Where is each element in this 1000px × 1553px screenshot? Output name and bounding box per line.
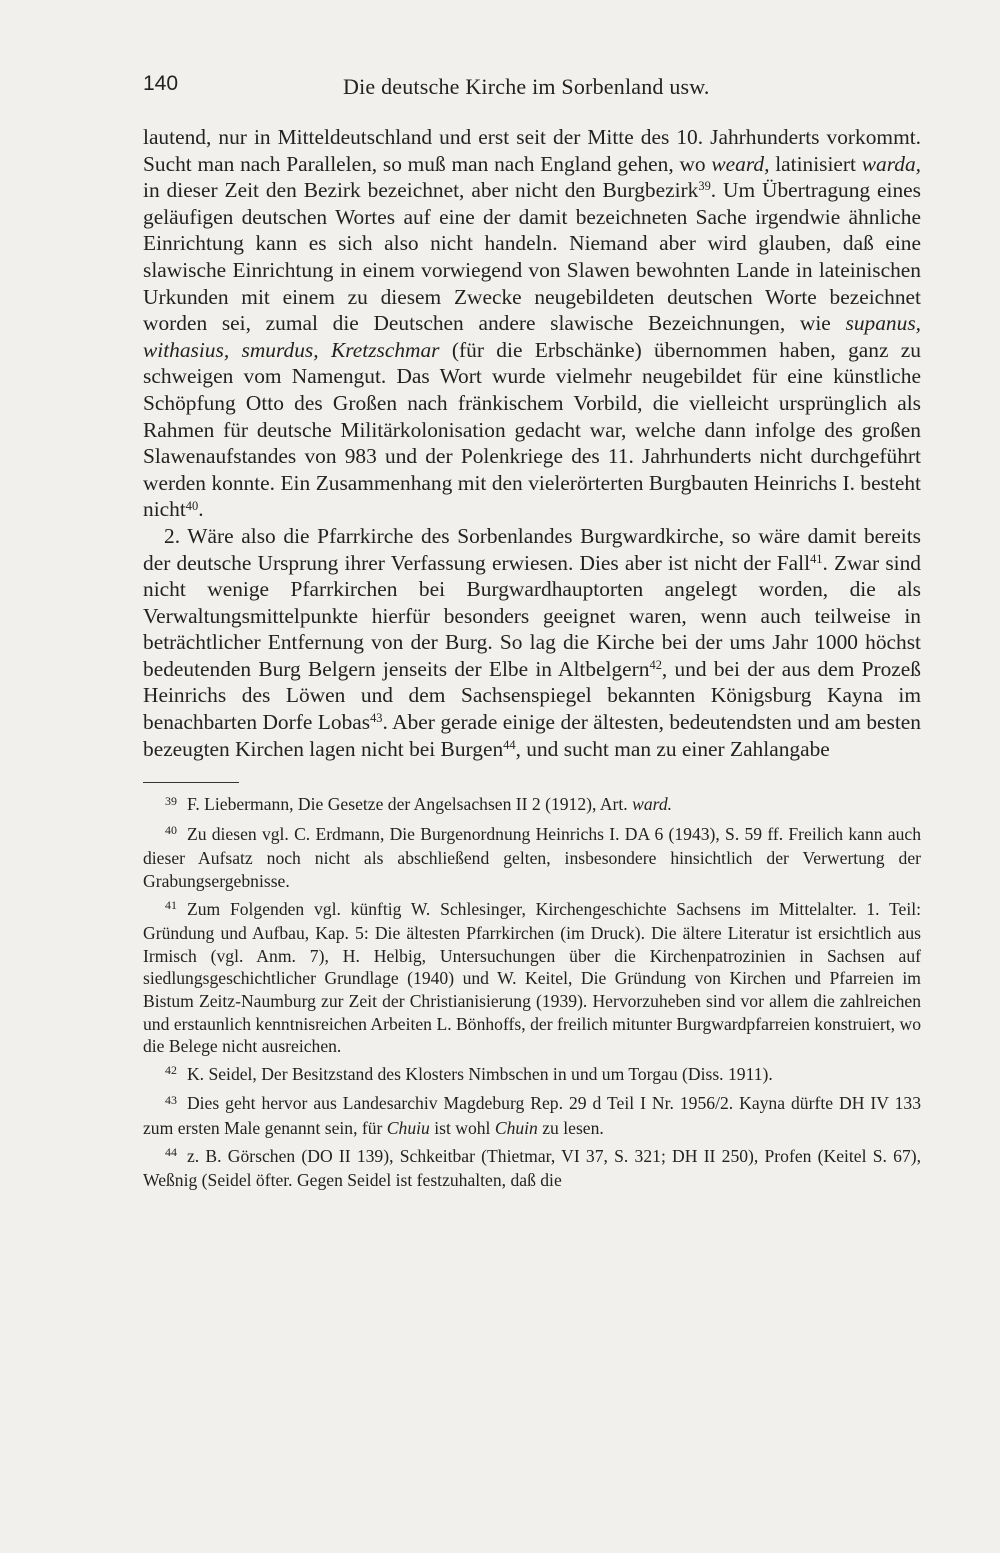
italic-term: Chuin	[494, 1117, 538, 1138]
text-run: , und sucht man zu einer Zahlangabe	[515, 736, 830, 761]
text-run: , und bei der aus dem Prozeß Heinrichs des Löwen und dem Sachsenspiegel bekannten Königsburg Kayna im benachbarten Dorfe Lobas	[143, 656, 921, 735]
text-run: . Um Übertragung eines geläufigen deutschen Wortes auf eine der damit bezeichneten Sache irgendwie ähnliche Einrichtung kann es sich also nicht handeln. Niemand aber wird glauben, daß eine slawische Einrichtung in einem vorwiegend von Slawen bewohnten Lande in lateinischen Urkunden mit einem zu diesem Zwecke neugebildeten deutschen Worte bezeichnet worden sei, zumal die Deutschen andere slawische Bezeichnungen, wie	[143, 178, 921, 336]
footnote-text: F. Liebermann, Die Gesetze der Angelsachsen II 2 (1912), Art.	[186, 794, 633, 815]
footnote-text: Zum Folgenden vgl. künftig W. Schlesinger, Kirchengeschichte Sachsens im Mittelalter. 1. Teil: Gründung und Aufbau, Kap. 5: Die ältesten Pfarrkirchen (im Druck). Die ältere Literatur ist ersichtlich aus Irmisch (vgl. Anm. 7), H. Helbig, Untersuchungen über die Kirchenpatrozinien in Sachsen auf siedlungsgeschichtlicher Grundlage (1940) und W. Keitel, Die Gründung von Kirchen und Pfarreien im Bistum Zeitz-Naumburg zur Zeit der Christianisierung (1939). Hervorzuheben sind vor allem die zahlreichen und erstaunlich kenntnisreichen Arbeiten L. Bönhoffs, der freilich mitunter Burgwardpfarreien konstruiert, wo die Belege nicht ausreichen.	[143, 898, 921, 1057]
page-header	[143, 72, 921, 104]
footnote-44	[143, 1145, 921, 1192]
italic-term: warda,	[861, 151, 921, 176]
footnote-ref-40[interactable]: 40	[185, 498, 199, 513]
footnote-ref-43[interactable]: 43	[370, 711, 383, 726]
italic-term: weard,	[711, 151, 770, 176]
text-run: lautend, nur in Mitteldeutschland und erst seit der Mitte des 10. Jahrhunderts vorkommt. Sucht man nach Parallelen, so muß man nach England gehen, wo	[143, 125, 921, 176]
text-run: .	[198, 497, 204, 522]
text-run: latinisiert	[769, 151, 862, 176]
footnote-39	[143, 793, 921, 818]
main-text	[143, 124, 921, 762]
footnote-number: 43	[165, 1093, 177, 1107]
text-run: 2. Wäre also die Pfarrkirche des Sorbenlandes Burgwardkirche, so wäre damit bereits der deutsche Ursprung ihrer Verfassung erwiesen. Dies aber ist nicht der Fall	[143, 523, 921, 575]
footnote-divider	[143, 782, 239, 783]
running-head: Die deutsche Kirche im Sorbenland usw.	[343, 74, 710, 99]
paragraph-1	[143, 124, 921, 523]
italic-term: ward.	[632, 794, 673, 815]
footnote-text: K. Seidel, Der Besitzstand des Klosters Nimbschen in und um Torgau (Diss. 1911).	[186, 1063, 773, 1084]
text-run: . Aber gerade einige der ältesten, bedeutendsten und am besten bezeugten Kirchen lagen nicht bei Burgen	[143, 710, 921, 761]
footnote-number: 44	[165, 1145, 177, 1160]
footnote-41	[143, 898, 921, 1058]
document-page	[143, 72, 921, 1197]
footnote-40	[143, 823, 921, 893]
footnote-number: 39	[165, 793, 177, 808]
footnote-42	[143, 1063, 921, 1088]
footnote-number: 40	[165, 823, 177, 838]
footnote-text: zu lesen.	[537, 1117, 604, 1138]
footnotes	[143, 793, 921, 1192]
paragraph-2	[143, 523, 921, 762]
text-run: . Zwar sind nicht wenige Pfarrkirchen bei Burgwardhauptorten angelegt worden, die als Verwaltungsmittelpunkte hierfür besonders geeignet waren, wenn auch teilweise in beträchtlicher Entfernung von der Burg. So lag die Kirche bei der ums Jahr 1000 höchst bedeutenden Burg Belgern jenseits der Elbe in Altbelgern	[143, 550, 921, 681]
footnote-text: Dies geht hervor aus Landesarchiv Magdeburg Rep. 29 d Teil I Nr. 1956/2. Kayna dürfte DH IV 133 zum ersten Male genannt sein, für	[143, 1093, 921, 1138]
footnote-ref-42[interactable]: 42	[649, 658, 662, 673]
footnote-ref-39[interactable]: 39	[698, 179, 711, 194]
footnote-text: ist wohl	[429, 1117, 495, 1138]
italic-term: supanus, withasius, smurdus, Kretzschmar	[143, 311, 921, 362]
footnote-number: 42	[165, 1063, 177, 1078]
footnote-number: 41	[165, 898, 177, 913]
footnote-ref-44[interactable]: 44	[503, 737, 516, 752]
footnote-text: Zu diesen vgl. C. Erdmann, Die Burgenordnung Heinrichs I. DA 6 (1943), S. 59 ff. Freilich kann auch dieser Aufsatz noch nicht als abschließend gelten, insbesondere hinsichtlich der Verwertung der Grabungsergebnisse.	[143, 823, 921, 892]
page-number: 140	[143, 72, 179, 95]
text-run: in dieser Zeit den Bezirk bezeichnet, aber nicht den Burgbezirk	[143, 178, 699, 203]
italic-term: Chuiu	[386, 1117, 430, 1138]
footnote-text: z. B. Görschen (DO II 139), Schkeitbar (Thietmar, VI 37, S. 321; DH II 250), Profen (Keitel S. 67), Weßnig (Seidel öfter. Gegen Seidel ist festzuhalten, daß die	[143, 1145, 921, 1191]
footnote-ref-41[interactable]: 41	[810, 551, 823, 566]
text-run: (für die Erbschänke) übernommen haben, ganz zu schweigen vom Namengut. Das Wort wurde vielmehr neugebildet für eine künstliche Schöpfung Otto des Großen nach fränkischem Vorbild, die vielleicht ursprünglich als Rahmen für deutsche Militärkolonisation gedacht war, welche dann infolge des großen Slawenaufstandes von 983 und der Polenkriege des 11. Jahrhunderts nicht durchgeführt werden konnte. Ein Zusammenhang mit den vielerörterten Burgbauten Heinrichs I. besteht nicht	[143, 337, 922, 522]
footnote-43	[143, 1092, 921, 1139]
